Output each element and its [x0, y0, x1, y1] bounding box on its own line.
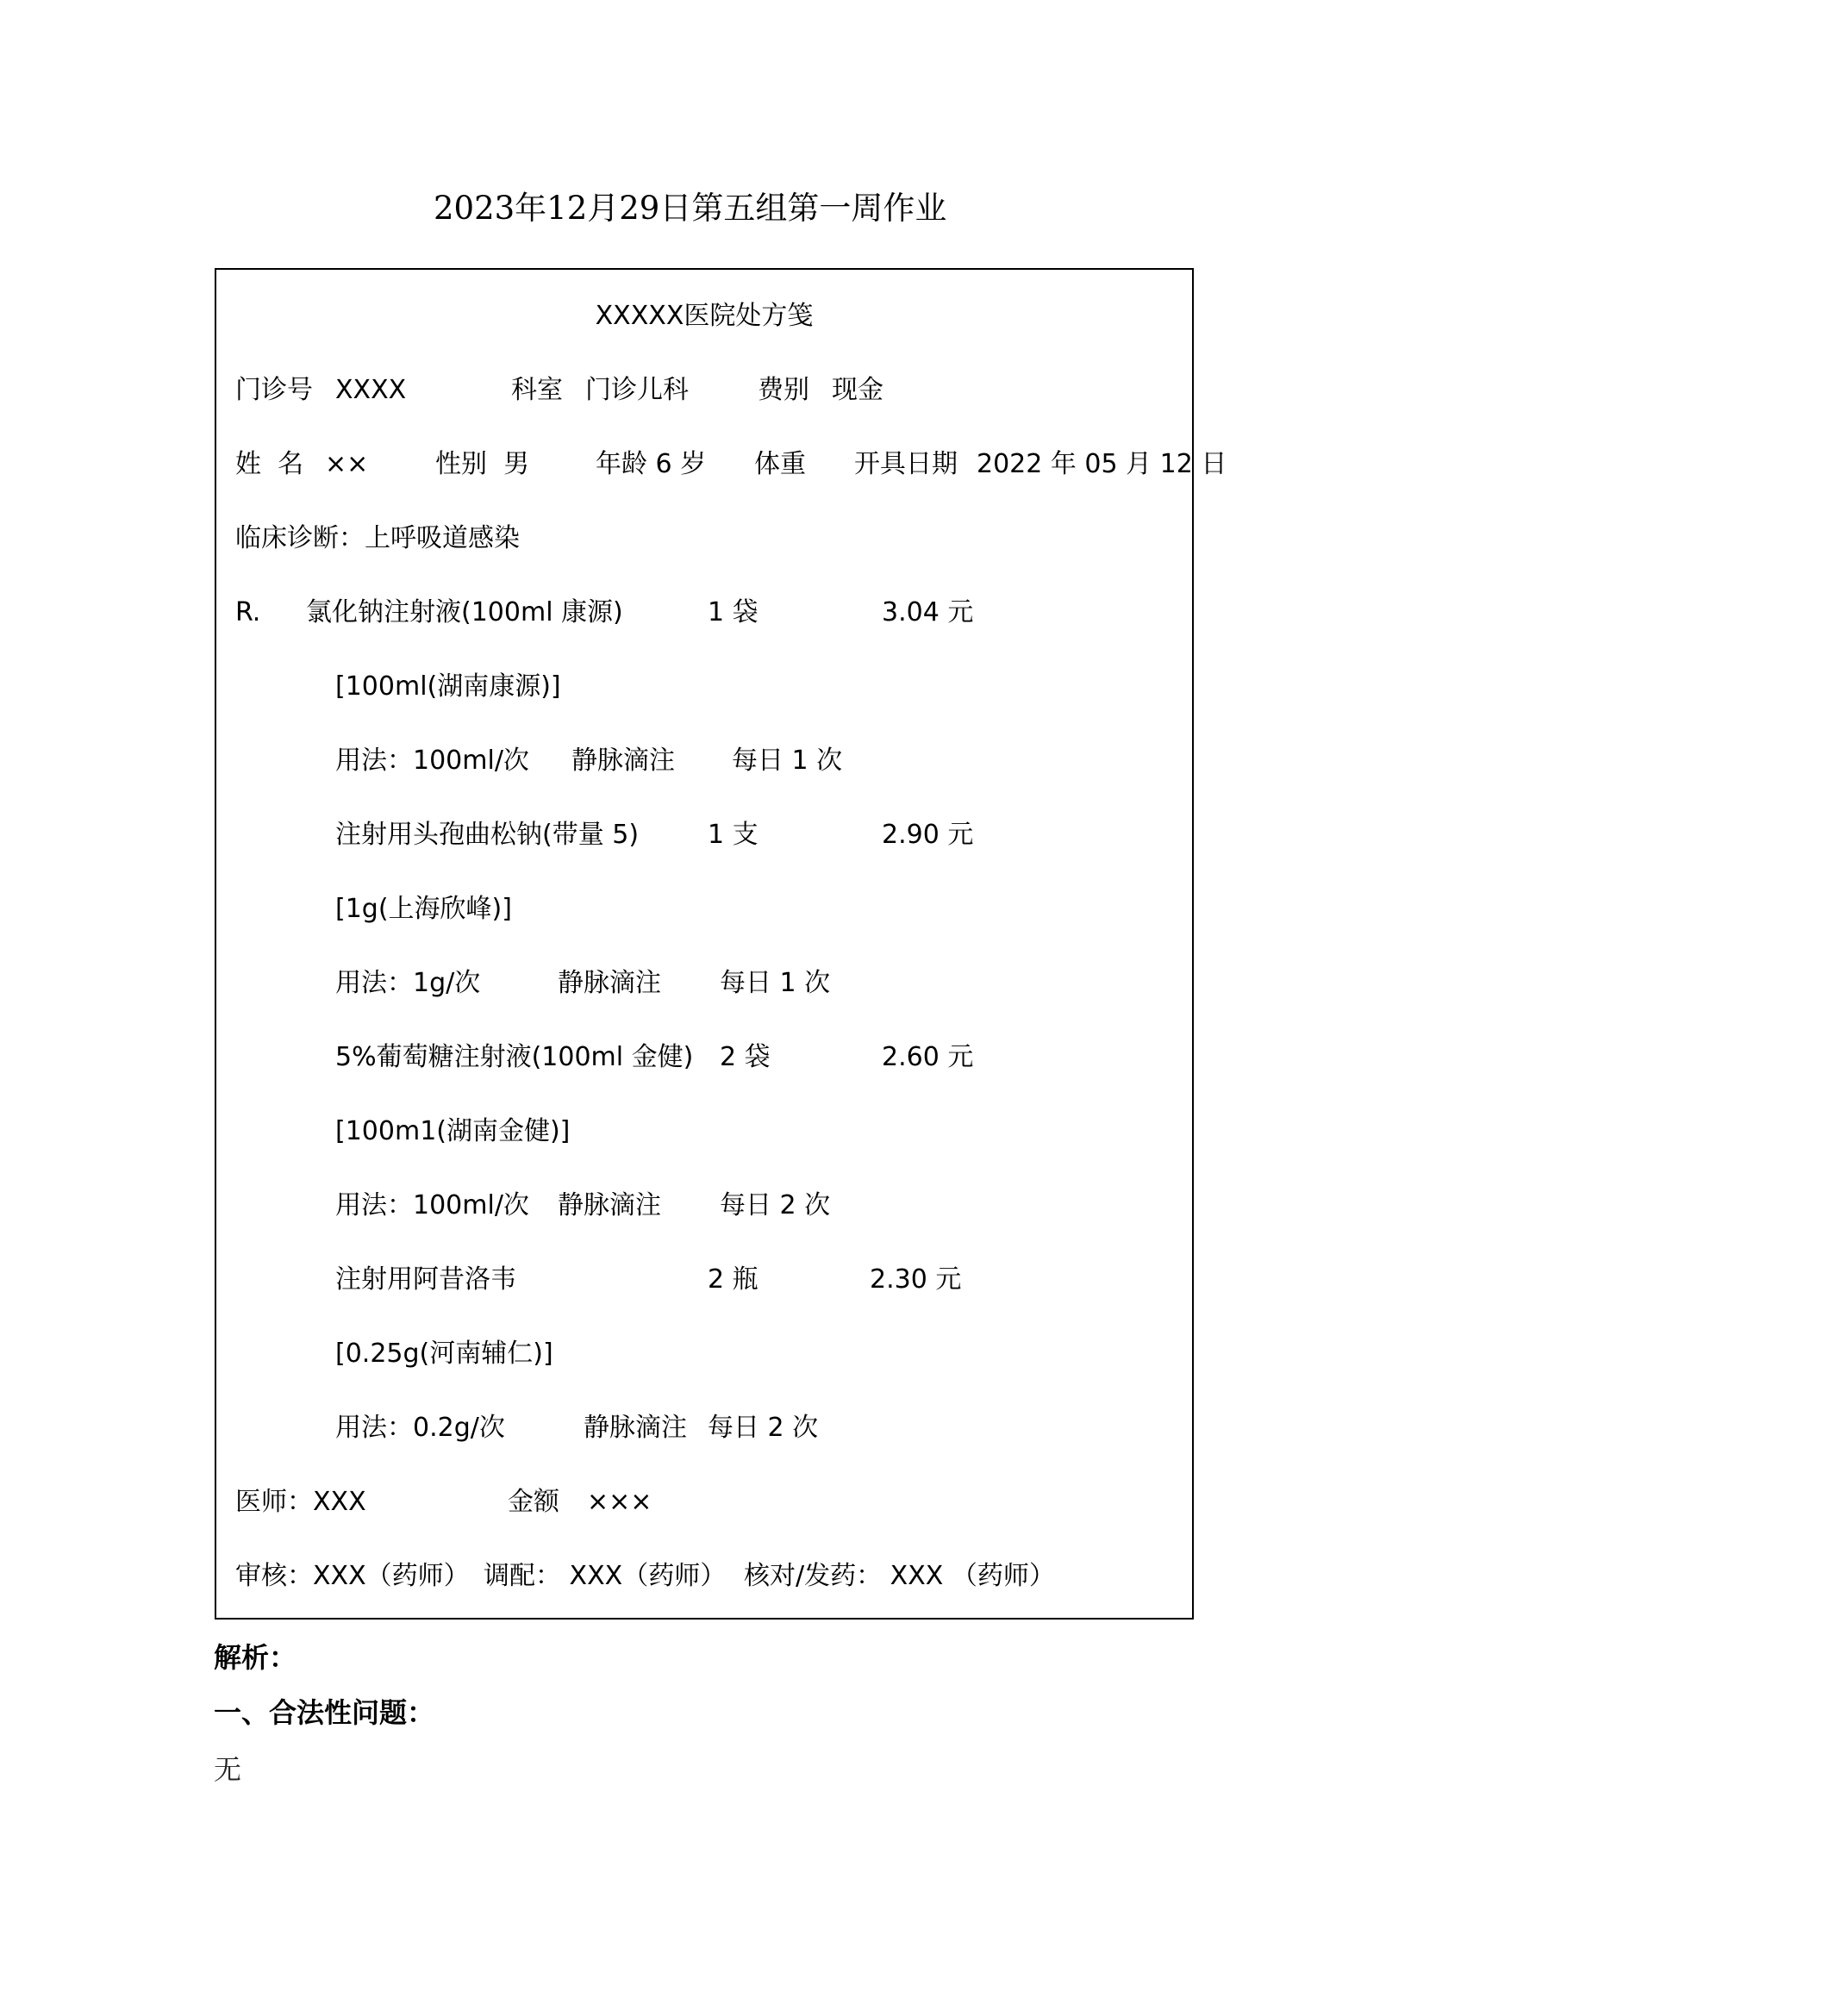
check-field: 核对/发药： XXX （药师）: [744, 1561, 1055, 1591]
drug-route: 静脉滴注: [571, 746, 675, 776]
drug-name: 注射用阿昔洛韦: [335, 1264, 516, 1295]
drug-quantity: 2 袋: [720, 1042, 771, 1072]
gender-field: 性别 男: [435, 449, 530, 479]
drug-frequency: 每日 1 次: [732, 746, 843, 776]
analysis-heading: 解析：: [214, 1641, 297, 1674]
outpatient-no-value: XXXX: [335, 375, 407, 405]
drug-price: 2.90 元: [882, 820, 974, 850]
drug-spec: [100ml(湖南康源)]: [335, 671, 561, 702]
drug-price: 2.30 元: [870, 1264, 962, 1295]
section-legality-heading: 一、合法性问题：: [214, 1696, 435, 1729]
drug-name: 注射用头孢曲松钠(带量 5): [335, 820, 640, 850]
doctor-field: 医师：XXX: [235, 1487, 366, 1517]
drug-quantity: 1 支: [708, 820, 759, 850]
drug-frequency: 每日 1 次: [720, 968, 831, 998]
review-field: 审核：XXX（药师）: [235, 1561, 470, 1591]
drug-route: 静脉滴注: [558, 968, 661, 998]
drug-name: 氯化钠注射液(100ml 康源): [306, 597, 623, 627]
fee-type-label: 费别: [758, 375, 809, 405]
date-label: 开具日期: [854, 449, 958, 479]
drug-quantity: 2 瓶: [708, 1264, 759, 1295]
drug-spec: [1g(上海欣峰)]: [335, 894, 512, 924]
outpatient-no-label: 门诊号: [235, 375, 313, 405]
drug-4-spec: [335, 1337, 553, 1371]
rx-mark: R.: [235, 597, 261, 627]
drug-route: 静脉滴注: [584, 1413, 687, 1443]
drug-frequency: 每日 2 次: [708, 1413, 819, 1443]
age-field: 年龄 6 岁: [596, 449, 707, 479]
hospital-title: XXXXX医院处方笺: [595, 301, 814, 331]
department-value: 门诊儿科: [585, 375, 689, 405]
drug-route: 静脉滴注: [558, 1190, 661, 1220]
patient-name-value: ××: [325, 449, 369, 479]
date-value: 2022 年 05 月 12 日: [977, 449, 1227, 479]
diagnosis-row: [235, 521, 520, 556]
document-title: 2023年12月29日第五组第一周作业: [434, 190, 947, 227]
fee-type-value: 现金: [832, 375, 883, 405]
drug-usage: 用法：0.2g/次: [335, 1413, 505, 1443]
drug-spec: [0.25g(河南辅仁)]: [335, 1339, 553, 1369]
prescription-form: [215, 268, 1227, 1620]
drug-quantity: 1 袋: [708, 597, 759, 627]
drug-usage: 用法：100ml/次: [335, 746, 529, 776]
weight-label: 体重: [754, 449, 806, 479]
amount-value: ×××: [587, 1487, 652, 1517]
dispense-field: 调配： XXX（药师）: [484, 1561, 727, 1591]
drug-price: 2.60 元: [882, 1042, 974, 1072]
drug-3-spec: [335, 1114, 570, 1149]
section-legality-body: 无: [214, 1753, 242, 1786]
drug-price: 3.04 元: [882, 597, 974, 627]
clinical-diagnosis: 临床诊断：上呼吸道感染: [235, 523, 520, 553]
drug-usage: 用法：100ml/次: [335, 1190, 529, 1220]
drug-usage: 用法：1g/次: [335, 968, 481, 998]
drug-frequency: 每日 2 次: [720, 1190, 831, 1220]
patient-name-label: 姓 名: [235, 449, 304, 479]
amount-label: 金额: [508, 1487, 559, 1517]
drug-2-spec: [335, 892, 512, 927]
department-label: 科室: [511, 375, 563, 405]
drug-spec: [100m1(湖南金健)]: [335, 1116, 571, 1146]
drug-name: 5%葡萄糖注射液(100ml 金健): [335, 1042, 694, 1072]
drug-1-spec: [335, 670, 561, 704]
